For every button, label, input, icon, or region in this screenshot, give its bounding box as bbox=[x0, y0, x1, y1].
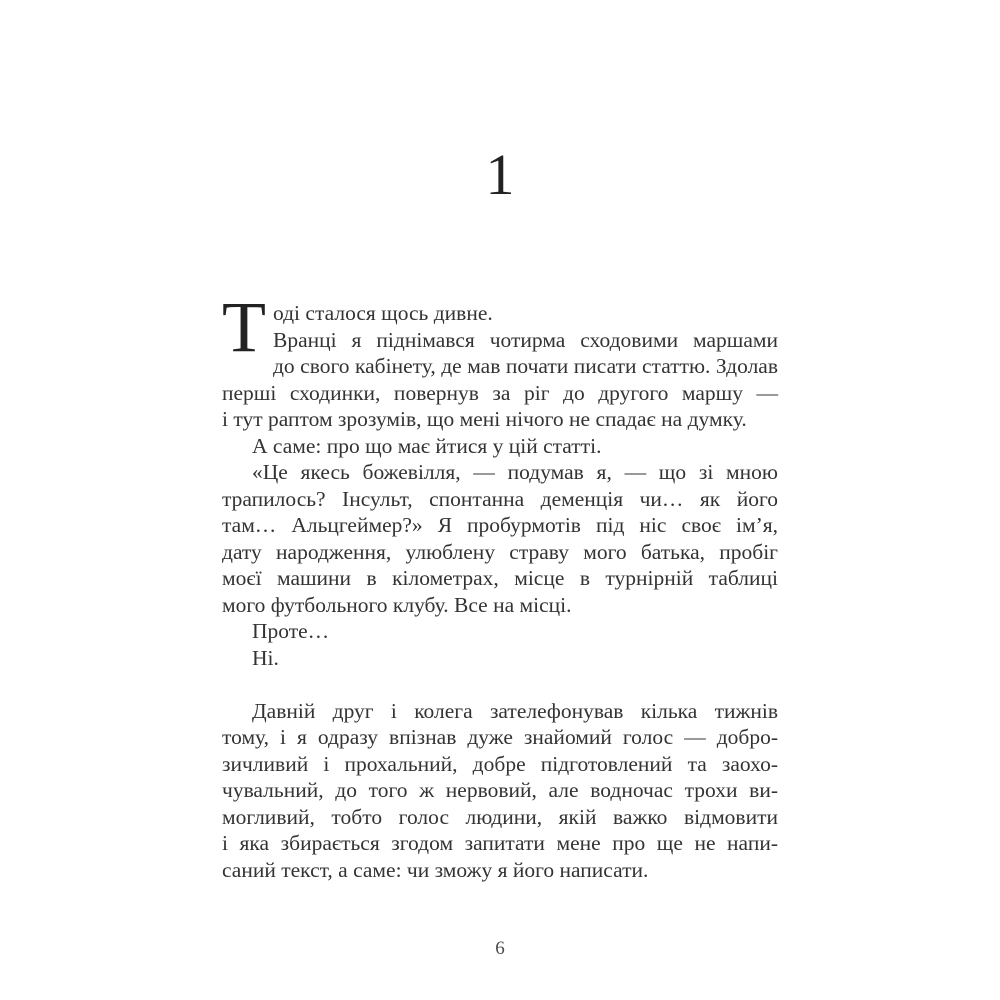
text-line: Давній друг і колега зателефонував кілька тижнів bbox=[252, 698, 778, 723]
text-line: трапилось? Інсульт, спонтанна деменція чи… як його bbox=[222, 486, 778, 511]
text-line: могливий, тобто голос людини, якій важко відмовити bbox=[222, 804, 778, 829]
page-number: 6 bbox=[495, 938, 505, 959]
text-line: А саме: про що має йтися у цій статті. bbox=[252, 433, 602, 458]
text-block bbox=[222, 287, 778, 883]
text-line: дату народження, улюблену страву мого батька, пробіг bbox=[222, 539, 778, 564]
text-line: Вранці я піднімався чотирма сходовими маршами bbox=[272, 327, 778, 352]
drop-cap: Т bbox=[222, 287, 266, 367]
paragraph bbox=[222, 459, 778, 618]
text-line: і тут раптом зрозумів, що мені нічого не спадає на думку. bbox=[222, 407, 747, 431]
chapter-number: 1 bbox=[485, 142, 515, 207]
paragraph bbox=[222, 698, 778, 884]
text-line: до свого кабінету, де мав почати писати статтю. Здолав bbox=[272, 354, 778, 378]
paragraph bbox=[222, 287, 778, 433]
text-line: мого футбольного клубу. Все на місці. bbox=[222, 592, 572, 617]
text-line: тому, і я одразу впізнав дуже знайомий голос — добро- bbox=[222, 725, 778, 749]
paragraph bbox=[222, 618, 778, 645]
text-line: і яка збирається згодом запитати мене про ще не напи- bbox=[222, 831, 778, 855]
text-line: перші сходинки, повернув за ріг до другого маршу — bbox=[222, 380, 778, 405]
text-line: саний текст, а саме: чи зможу я його написати. bbox=[222, 857, 649, 882]
text-line: там… Альцгеймер?» Я пробурмотів під ніс своє ім’я, bbox=[222, 513, 778, 537]
text-line: «Це якесь божевілля, — подумав я, — що зі мною bbox=[252, 460, 778, 484]
text-line: оді сталося щось дивне. bbox=[272, 301, 493, 325]
text-line: чувальний, до того ж нервовий, але водночас трохи ви- bbox=[222, 778, 778, 802]
text-line: зичливий і прохальний, добре підготовлений та заохо- bbox=[222, 751, 778, 776]
text-line: моєї машини в кілометрах, місце в турнірній таблиці bbox=[222, 566, 778, 590]
text-line: Проте… bbox=[252, 619, 330, 643]
paragraph bbox=[222, 433, 778, 460]
text-line: Ні. bbox=[252, 645, 279, 670]
paragraph bbox=[222, 645, 778, 672]
